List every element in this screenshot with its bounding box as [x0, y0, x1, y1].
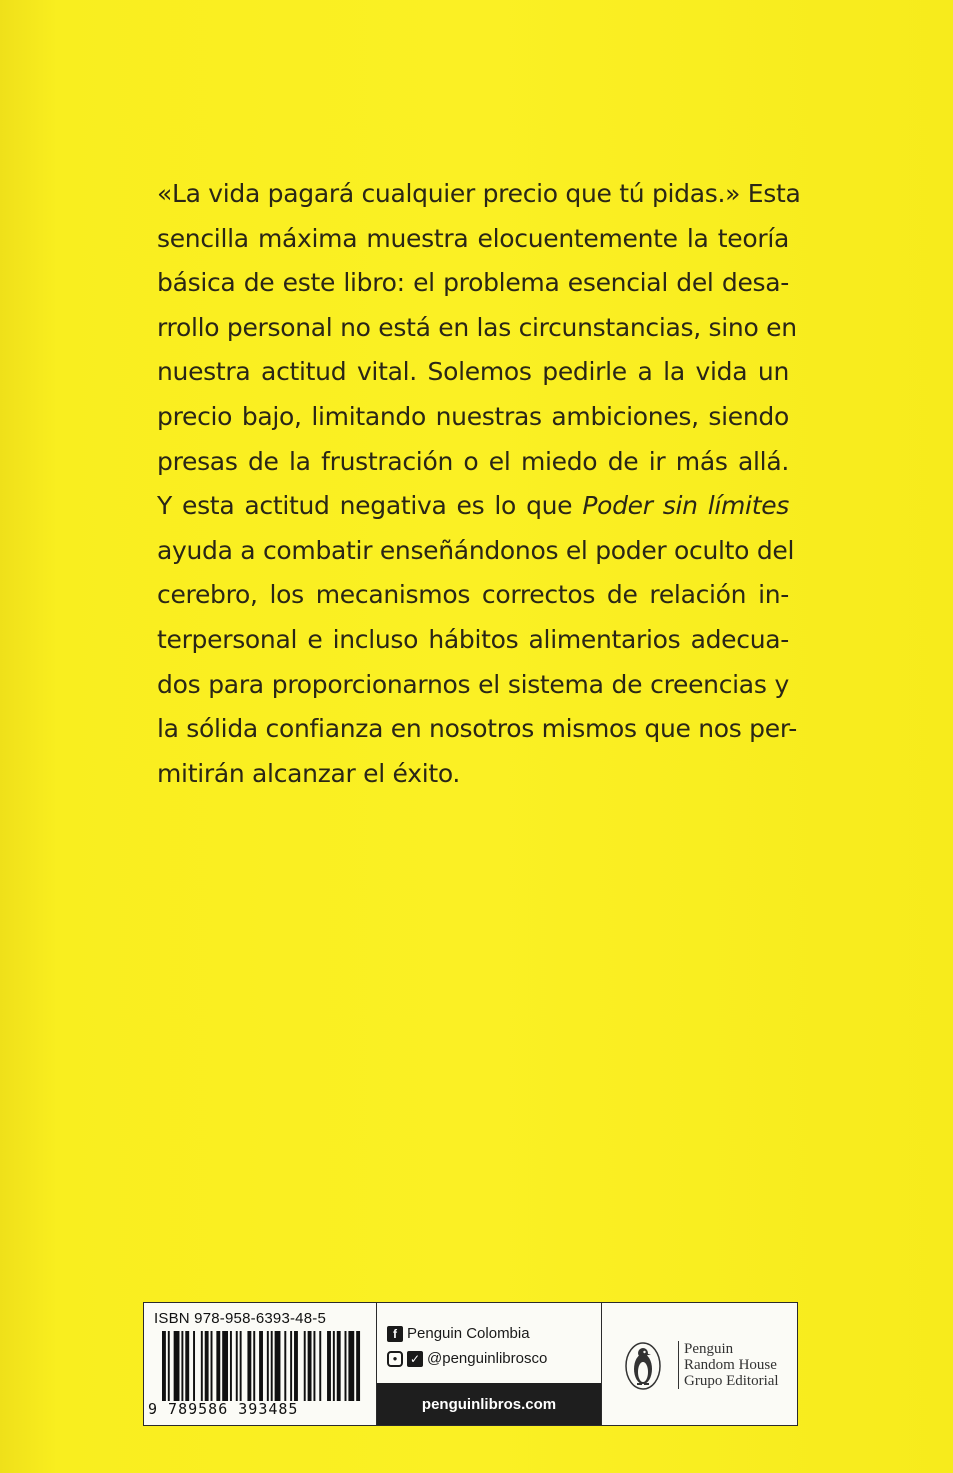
facebook-label: Penguin Colombia: [407, 1325, 530, 1342]
publisher-line1: Penguin: [684, 1341, 734, 1357]
barcode-bar: [259, 1331, 263, 1401]
blurb-line: precio bajo, limitando nuestras ambiciones, siendo: [157, 401, 789, 431]
blurb-line: dos para proporcionarnos el sistema de creencias y: [157, 669, 789, 699]
blurb-text: [157, 172, 801, 796]
barcode-bar: [345, 1331, 347, 1401]
barcode-bar: [216, 1331, 220, 1401]
barcode-bar: [333, 1331, 335, 1401]
facebook-row[interactable]: [387, 1325, 530, 1342]
barcode-bar: [348, 1331, 354, 1401]
barcode-bar: [275, 1331, 281, 1401]
instagram-icon: ●: [387, 1351, 403, 1367]
barcode-bar: [337, 1331, 341, 1401]
blurb-line: terpersonal e incluso hábitos alimentarios adecua-: [157, 624, 789, 654]
barcode-bars: [162, 1331, 362, 1401]
barcode-bar: [174, 1331, 180, 1401]
handle-row[interactable]: [387, 1350, 547, 1367]
barcode-bar: [240, 1331, 242, 1401]
blurb-line: cerebro, los mecanismos correctos de relación in-: [157, 580, 789, 610]
facebook-icon: f: [387, 1326, 403, 1342]
publisher-line2: Random House: [684, 1357, 777, 1373]
blurb-line: presas de la frustración o el miedo de ir más allá.: [157, 446, 789, 476]
barcode-bar: [185, 1331, 189, 1401]
website-bar[interactable]: [377, 1383, 601, 1425]
book-title-italic: Poder sin límites: [582, 491, 789, 521]
blurb-line: sencilla máxima muestra elocuentemente la teoría: [157, 223, 789, 253]
blurb-line-prefix: Y esta actitud negativa es lo que: [157, 491, 583, 521]
social-handle: @penguinlibrosco: [427, 1350, 548, 1367]
blurb-line: la sólida confianza en nosotros mismos que nos per-: [157, 714, 797, 744]
blurb-line: básica de este libro: el problema esencial del desa-: [157, 268, 789, 298]
barcode-bar: [253, 1331, 255, 1401]
website-link[interactable]: penguinlibros.com: [421, 1395, 557, 1413]
publisher-panel: [602, 1303, 797, 1425]
barcode-number: 9 789586 393485: [148, 1400, 299, 1418]
blurb-line: ayuda a combatir enseñándonos el poder oculto del: [157, 535, 795, 565]
barcode-bar: [162, 1331, 166, 1401]
blurb-line: nuestra actitud vital. Solemos pedirle a la vida un: [157, 357, 789, 387]
barcode-bar: [271, 1331, 273, 1401]
barcode-bar: [168, 1331, 170, 1401]
social-panel: [377, 1303, 602, 1425]
barcode-bar: [222, 1331, 228, 1401]
barcode-bar: [201, 1331, 203, 1401]
publisher-line3: Grupo Editorial: [684, 1373, 779, 1389]
barcode-bar: [356, 1331, 360, 1401]
barcode-bar: [211, 1331, 213, 1401]
barcode-bar: [193, 1331, 195, 1401]
barcode-bar: [319, 1331, 321, 1401]
twitter-icon: ✓: [407, 1351, 423, 1367]
blurb-line-with-title: [157, 484, 789, 529]
barcode-bar: [181, 1331, 183, 1401]
barcode-bar: [327, 1331, 331, 1401]
barcode-bar: [294, 1331, 298, 1401]
barcode-bar: [267, 1331, 269, 1401]
blurb-line: «La vida pagará cualquier precio que tú pidas.» Esta: [157, 179, 801, 208]
barcode-bar: [247, 1331, 251, 1401]
isbn-label: ISBN 978-958-6393-48-5: [154, 1310, 327, 1327]
penguin-logo-icon: [624, 1341, 662, 1391]
barcode-bar: [313, 1331, 315, 1401]
barcode-bar: [290, 1331, 292, 1401]
barcode-bar: [308, 1331, 312, 1401]
barcode-bar: [304, 1331, 306, 1401]
blurb-line: rrollo personal no está en las circunstancias, sino en: [157, 312, 797, 342]
barcode-bar: [284, 1331, 286, 1401]
barcode-panel: [144, 1303, 377, 1425]
barcode-bar: [230, 1331, 232, 1401]
barcode-bar: [205, 1331, 209, 1401]
blurb-line: mitirán alcanzar el éxito.: [157, 758, 461, 788]
publisher-name: [678, 1341, 779, 1389]
info-box: [143, 1302, 798, 1426]
barcode-bar: [236, 1331, 238, 1401]
